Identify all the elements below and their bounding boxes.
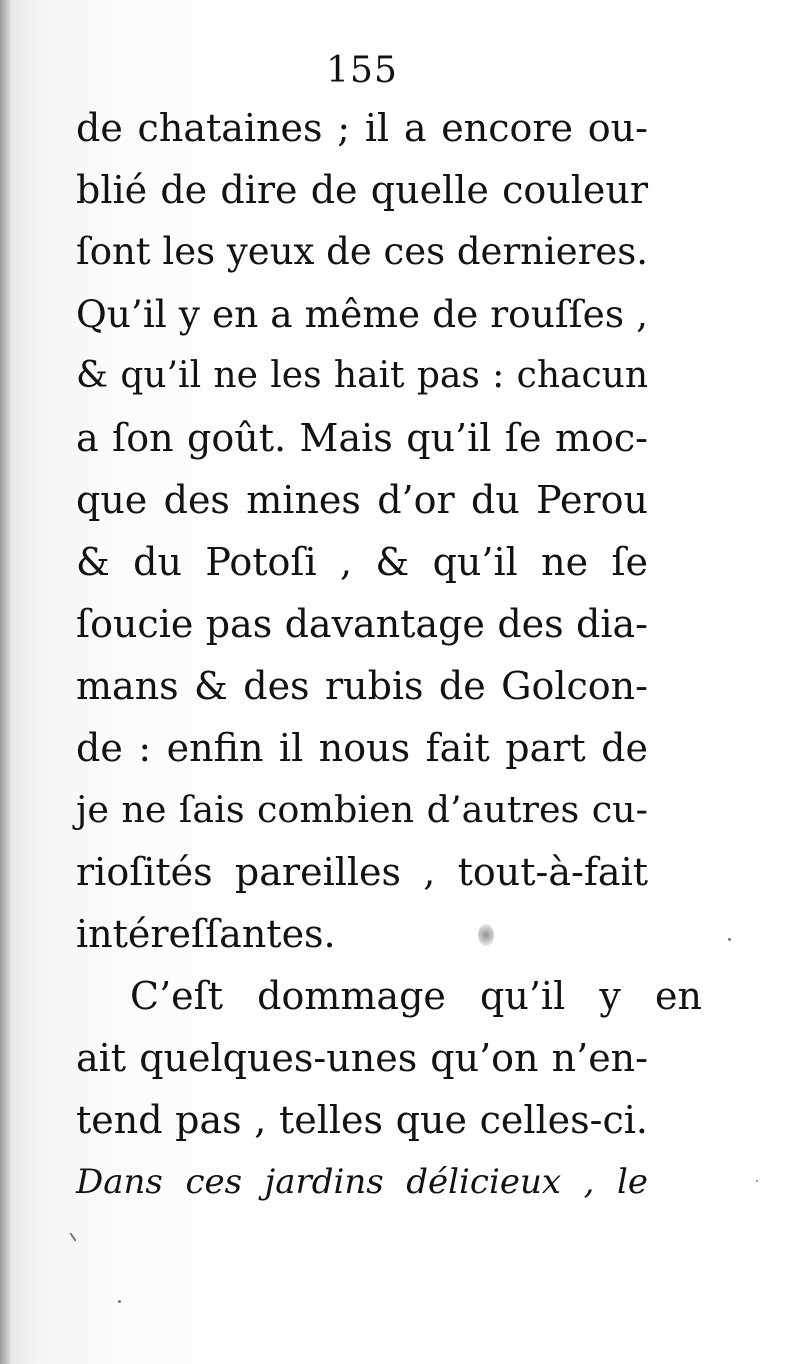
text-line: ait quelques-unes qu’on n’en- bbox=[76, 1036, 648, 1080]
text-line: Qu’il y en a même de rouſſes , bbox=[76, 292, 648, 336]
paper-speck bbox=[69, 1232, 76, 1241]
text-line: je ne ſais combien d’autres cu- bbox=[76, 788, 648, 831]
paper-speck bbox=[118, 1300, 121, 1303]
body-text bbox=[76, 97, 702, 1213]
text-line: C’eſt dommage qu’il y en bbox=[130, 974, 702, 1018]
text-line: rioſités pareilles , tout-à-fait bbox=[76, 850, 648, 894]
text-line: intéreſſantes. bbox=[76, 912, 336, 956]
text-line: ſoucie pas davantage des dia- bbox=[76, 602, 648, 646]
text-line: de : enfin il nous fait part de bbox=[76, 726, 648, 770]
text-line: Dans ces jardins délicieux , le bbox=[76, 1162, 648, 1202]
text-line: & du Potoſi , & qu’il ne ſe bbox=[76, 540, 648, 584]
binding-edge bbox=[0, 0, 10, 1364]
text-line: de chataines ; il a encore ou- bbox=[76, 106, 648, 150]
paper-speck bbox=[728, 938, 731, 941]
text-line: tend pas , telles que celles-ci. bbox=[76, 1098, 648, 1142]
text-line: que des mines d’or du Perou bbox=[76, 478, 648, 522]
paper-speck bbox=[756, 1180, 758, 1182]
text-line: a ſon goût. Mais qu’il ſe moc- bbox=[76, 416, 648, 460]
page-number: 155 bbox=[326, 50, 398, 91]
ink-smudge bbox=[478, 924, 494, 946]
text-line: & qu’il ne les hait pas : chacun bbox=[76, 355, 648, 396]
text-line: ſont les yeux de ces dernieres. bbox=[76, 230, 649, 273]
text-line: mans & des rubis de Golcon- bbox=[76, 664, 648, 708]
text-line: blié de dire de quelle couleur bbox=[76, 168, 648, 212]
